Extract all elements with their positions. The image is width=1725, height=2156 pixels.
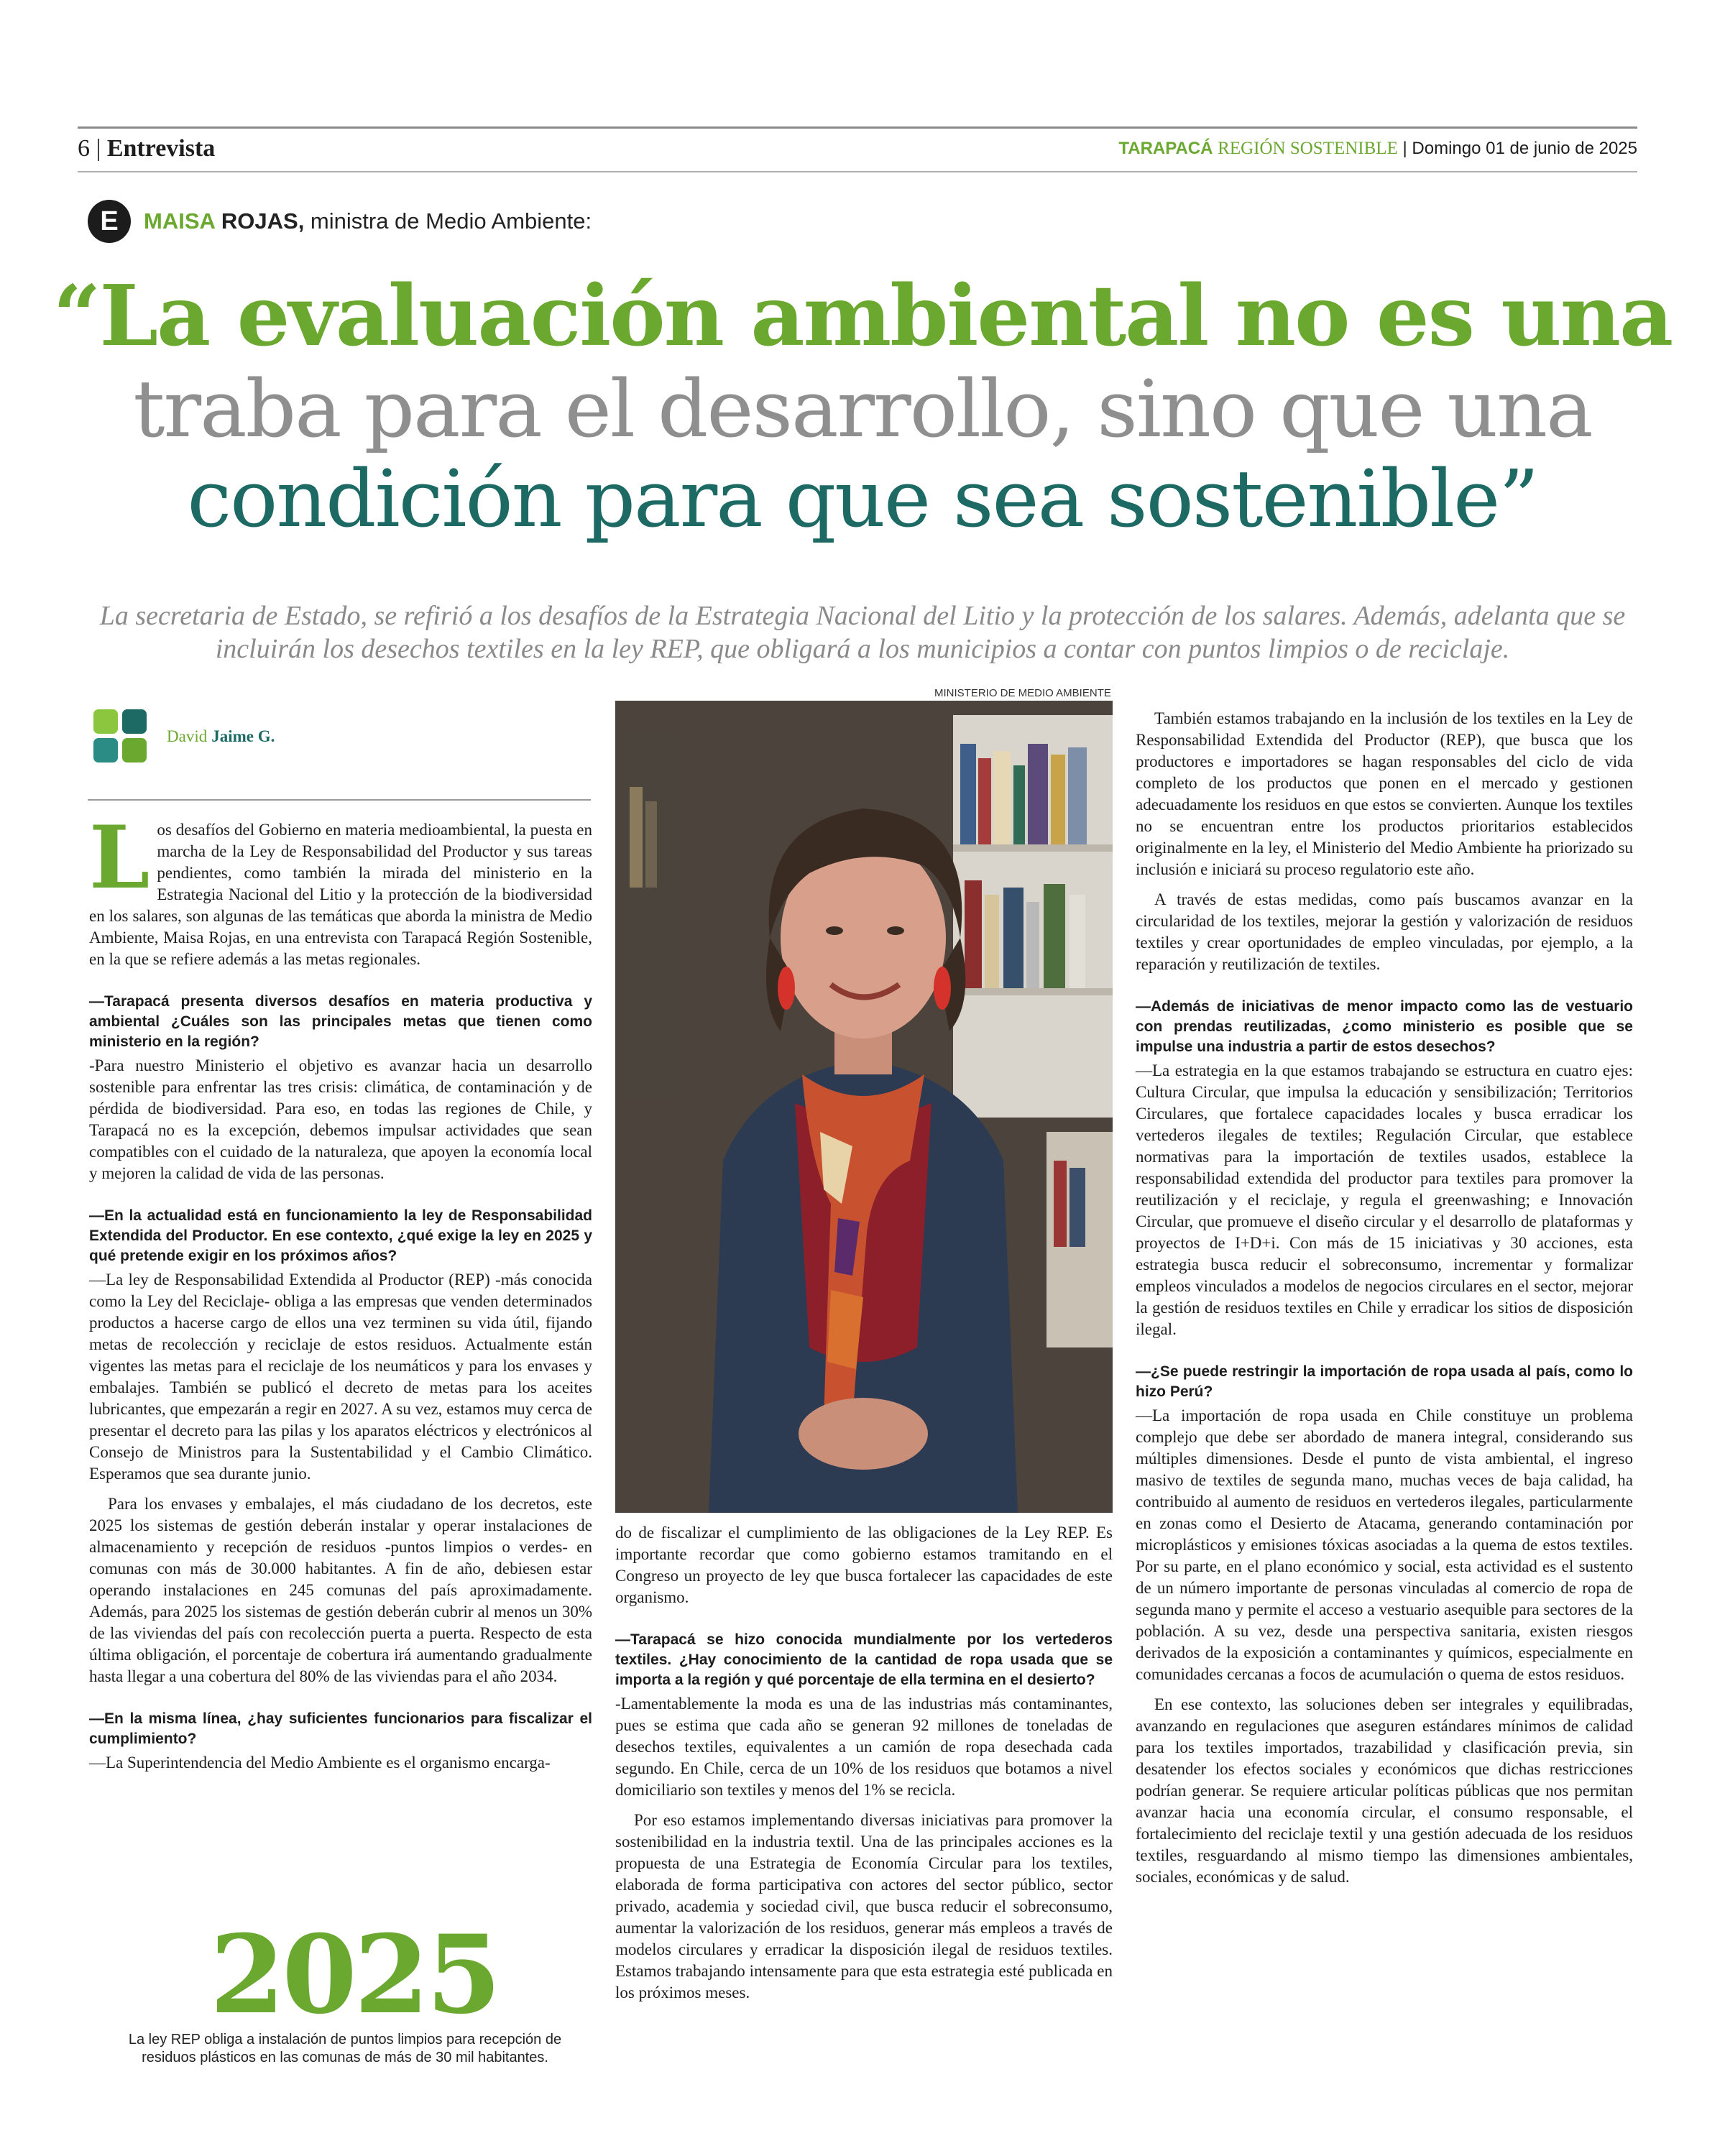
answer-6-continued: En ese contexto, las soluciones deben ser integrales y equilibradas, avanzando en regulaciones que aseguren estándares mínimos de calidad para los textiles importados, trazabilidad y clasificación previa, sin desatender los efectos sociales y económicos que dichas restricciones podrían generar. Se requiere articular políticas públicas que nos permitan avanzar hacia una economía circular, el consumo responsable, el fortalecimiento del reciclaje textil y una gestión adecuada de los residuos textiles, resguardando al mismo tiempo las dimensiones ambientales, sociales, económicas y de salud. (1136, 1695, 1633, 1886)
answer-3: —La Superintendencia del Medio Ambiente es el organismo encarga- (89, 1754, 551, 1772)
header-divider: | (96, 135, 107, 162)
kicker-role: ministra de Medio Ambiente: (304, 208, 592, 234)
page-header-right (1118, 139, 1637, 159)
intro-paragraph (89, 807, 592, 970)
answer-5: —La estrategia en la que estamos trabajando se estructura en cuatro ejes: Cultura Circular, que impulsa la educación y sensibilización; Territorios Circulares, que fortalece capacidades locales y busca erradicar los vertederos ilegales de textiles; Regulación Circular, que establece normativas para la importación de textiles usados, establece la responsabilidad extendida del productor para textiles para promover la reutilización y el reciclaje, y regula el greenwashing; e Innovación Circular, que promueve el diseño circular y el desarrollo de plataformas y proyectos de I+D+i. Con más de 15 iniciativas y 30 acciones, esta estrategia busca reducir el sobreconsumo, incrementar y formalizar empleos vinculados a modelos de negocios circulares en el sector, mejorar la gestión de residuos textiles en Chile y erradicar los sitios de disposición ilegal. (1136, 1061, 1633, 1338)
question-2: —En la actualidad está en funcionamiento la ley de Responsabilidad Extendida del Productor. En ese contexto, ¿qué exige la ley en 2025 y qué pretende exigir en los próximos años? (89, 1207, 592, 1264)
kicker (88, 198, 592, 244)
header-divider: | (1402, 139, 1407, 158)
section-badge: E (88, 200, 131, 243)
question-6: —¿Se puede restringir la importación de ropa usada al país, como lo hizo Perú? (1136, 1363, 1633, 1400)
headline-line-2: traba para el desarrollo, sino que una (133, 363, 1592, 455)
photo-credit: MINISTERIO DE MEDIO AMBIENTE (934, 687, 1111, 699)
question-5: —Además de iniciativas de menor impacto como las de vestuario con prendas reutilizadas, ¿como ministerio es posible que se impulse una industria a partir de estos desechos? (1136, 998, 1633, 1055)
page-header-left (78, 135, 215, 162)
article-column-1 (89, 807, 592, 1782)
issue-date: Domingo 01 de junio de 2025 (1412, 139, 1637, 158)
page-number: 6 (78, 135, 90, 162)
kicker-last-name: ROJAS, (221, 208, 305, 234)
article-column-3 (1136, 708, 1633, 1897)
portrait-illustration (615, 701, 1113, 1513)
kicker-first-name: MAISA (144, 208, 216, 234)
paragraph-textiles-rep: También estamos trabajando en la inclusión de los textiles en la Ley de Responsabilidad Extendida del Productor (REP), que busca que los productores e importadores se hagan responsables del ciclo de vida completo de los productos que ponen en el mercado y gestionen adecuadamente los residuos en que estos se convierten. Aunque los textiles no se encuentran entre los productos prioritarios establecidos originalmente en la ley, el Ministerio del Medio Ambiente ha priorizado su inclusión e iniciará su proceso regulatorio este año. (1136, 709, 1633, 878)
publication-subtitle: REGIÓN SOSTENIBLE (1218, 139, 1398, 158)
paragraph-measures: A través de estas medidas, como país buscamos avanzar en la circularidad de los textiles, mejorar la gestión y valorización de residuos textiles y crear oportunidades de empleo vinculadas, por ejemplo, a la reparación y reutilización de textiles. (1136, 890, 1633, 973)
answer-1: -Para nuestro Ministerio el objetivo es avanzar hacia un desarrollo sostenible para enfrentar las tres crisis: climática, de contaminación y de pérdida de biodiversidad. Para eso, en todas las regiones de Chile, y Tarapacá no es la excepción, debemos impulsar actividades que sean compatibles con el cuidado de la naturaleza, que apoyen la economía local y mejoren la calidad de vida de las personas. (89, 1056, 592, 1182)
byline-rule (88, 799, 591, 801)
headline-line-1: “La evaluación ambiental no es una (52, 267, 1673, 365)
answer-6: —La importación de ropa usada en Chile constituye un problema complejo que debe ser abordado de manera integral, considerando sus múltiples dimensiones. Desde el punto de vista ambiental, el ingreso masivo de textiles de segunda mano, muchas veces de baja calidad, ha contribuido al aumento de residuos en vertederos ilegales, particularmente en zonas como el Desierto de Atacama, generando contaminación por microplásticos y emisiones tóxicas asociadas a la quema de estos textiles. Por su parte, en el plano económico y social, esta actividad es el sustento de un número importante de personas vinculadas al comercio de ropa de segunda mano y permite el acceso a vestuario asequible para sectores de la población. A su vez, desde una perspectiva sanitaria, existen riesgos derivados de la exposición a contaminantes y químicos, especialmente en comunidades cercanas a focos de acumulación o quema de estos residuos. (1136, 1406, 1633, 1683)
header-bottom-rule (78, 171, 1637, 172)
article-column-2 (615, 1522, 1113, 2012)
publication-name: TARAPACÁ (1118, 139, 1213, 158)
top-rule (78, 126, 1637, 129)
intro-text: os desafíos del Gobierno en materia medioambiental, la puesta en marcha de la Ley de Responsabilidad del Productor y sus tareas pendientes, como también la mirada del ministerio en la Estrategia Nacional del Litio y la protección de la biodiversidad en los salares, son algunas de las temáticas que aborda la ministra de Medio Ambiente, Maisa Rojas, en una entrevista con Tarapacá Región Sostenible, en la que se refiere además a las metas regionales. (89, 821, 592, 968)
byline (93, 708, 275, 765)
callout-number: 2025 (210, 1912, 499, 2038)
question-4: —Tarapacá se hizo conocida mundialmente por los vertederos textiles. ¿Hay conocimiento de la cantidad de ropa usada que se importa a la región y qué porcentaje de ella termina en el desierto? (615, 1631, 1113, 1688)
author-last-name: Jaime G. (211, 727, 275, 745)
headline-line-3: condición para que sea sostenible” (187, 453, 1538, 545)
article-dek: La secretaria de Estado, se refirió a los desafíos de la Estrategia Nacional del Litio y la protección de los salares. Además, adelanta que se incluirán los desechos textiles en la ley REP, que obligará a los municipios a contar con puntos limpios o de reciclaje. (99, 601, 1626, 664)
answer-2-continued: Para los envases y embalajes, el más ciudadano de los decretos, este 2025 los sistemas de gestión deberán instalar y operar instalaciones de almacenamiento y recepción de residuos -puntos limpios o verdes- en comunas con más de 30.000 habitantes. A fin de año, debiesen estar operando instalaciones en 245 comunas del país aproximadamente. Además, para 2025 los sistemas de gestión deberán cubrir al menos un 30% de las viviendas del país con recolección puerta a puerta. Respecto de esta última obligación, el porcentaje de cobertura irá aumentando gradualmente hasta llegar a una cobertura del 80% de las viviendas para el año 2034. (89, 1495, 592, 1685)
drop-cap: L (89, 807, 150, 908)
author-first-name: David (167, 727, 208, 745)
question-1: —Tarapacá presenta diversos desafíos en materia productiva y ambiental ¿Cuáles son las principales metas que tienen como ministerio en la región? (89, 993, 592, 1050)
answer-3-continued: do de fiscalizar el cumplimiento de las obligaciones de la Ley REP. Es importante recordar que como gobierno estamos tramitando en el Congreso un proyecto de ley que busca fortalecer las capacidades de este organismo. (615, 1524, 1113, 1606)
portrait-photo (615, 701, 1113, 1513)
section-name: Entrevista (106, 135, 216, 162)
answer-2: —La ley de Responsabilidad Extendida al Productor (REP) -más conocida como la Ley del Reciclaje- obliga a las empresas que venden determinados productos a hacerse cargo de ellos una vez terminen su vida útil, fijando metas de recolección y reciclaje de estos residuos. Actualmente están vigentes las metas para el reciclaje de los neumáticos y para los envases y embalajes. También se publicó el decreto de metas para los aceites lubricantes, que empezarán a regir en 2027. A su vez, estamos muy cerca de presentar el decreto para las pilas y los aparatos eléctricos y electrónicos al Consejo de Ministros para la Sustentabilidad y el Cambio Climático. Esperamos que sea durante junio. (89, 1271, 592, 1483)
publication-logo-icon (93, 709, 148, 764)
answer-4-continued: Por eso estamos implementando diversas iniciativas para promover la sostenibilidad en la industria textil. Una de las principales acciones es la propuesta de una Estrategia de Economía Circular para los textiles, elaborada de forma participativa con actores del sector público, sector privado, academia y sociedad civil, que busca reducir el sobreconsumo, aumentar la valorización de los residuos, generar más empleos a través de modelos circulares y erradicar la disposición ilegal de residuos textiles. Estamos trabajando intensamente para que esta estrategia esté publicada en los próximos meses. (615, 1811, 1113, 2001)
callout-caption: La ley REP obliga a instalación de puntos limpios para recepción de residuos plásticos en las comunas de más de 30 mil habitantes. (128, 2032, 562, 2065)
answer-4: -Lamentablemente la moda es una de las industrias más contaminantes, pues se estima que cada año se generan 92 millones de toneladas de desechos textiles, equivalentes a un camión de ropa desechada cada segundo. En Chile, cerca de un 10% de los residuos que botamos a nivel domiciliario son textiles y menos del 1% se recicla. (615, 1695, 1113, 1799)
question-3: —En la misma línea, ¿hay suficientes funcionarios para fiscalizar el cumplimiento? (89, 1710, 592, 1747)
